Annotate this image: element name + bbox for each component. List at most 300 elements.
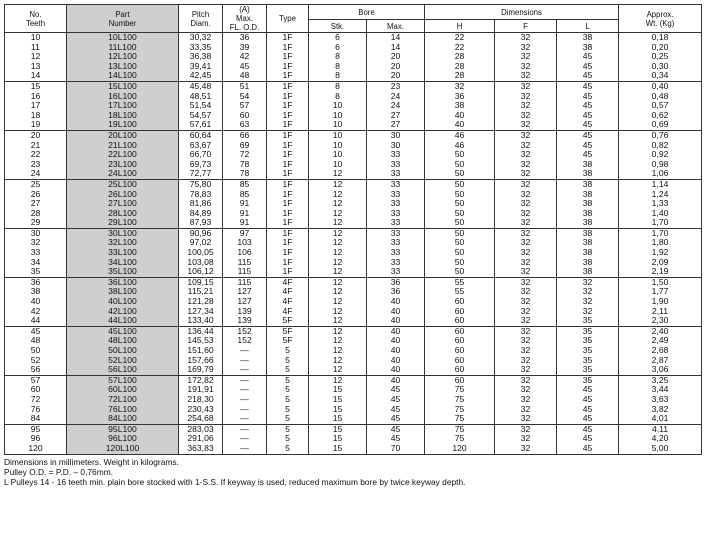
cell-dim-h: 50: [425, 258, 495, 268]
header-f: F: [495, 20, 557, 33]
cell-teeth: 22: [5, 150, 67, 160]
cell-weight: 3,44: [619, 385, 702, 395]
cell-weight: 1,70: [619, 228, 702, 238]
cell-teeth: 15: [5, 81, 67, 91]
cell-part-number: 48L100: [67, 336, 179, 346]
cell-weight: 3,63: [619, 395, 702, 405]
cell-dim-l: 45: [557, 130, 619, 140]
cell-dim-l: 32: [557, 277, 619, 287]
cell-flange-od: 115: [223, 267, 267, 277]
cell-pitch-diameter: 42,45: [179, 71, 223, 81]
cell-flange-od: —: [223, 365, 267, 375]
cell-dim-l: 35: [557, 346, 619, 356]
cell-teeth: 76: [5, 405, 67, 415]
cell-part-number: 72L100: [67, 395, 179, 405]
cell-dim-h: 55: [425, 287, 495, 297]
cell-dim-l: 38: [557, 43, 619, 53]
cell-bore-max: 40: [367, 336, 425, 346]
cell-bore-max: 40: [367, 297, 425, 307]
cell-pitch-diameter: 100,05: [179, 248, 223, 258]
cell-part-number: 24L100: [67, 169, 179, 179]
cell-flange-od: 127: [223, 287, 267, 297]
cell-dim-h: 75: [425, 405, 495, 415]
notes: [4, 457, 701, 488]
cell-pitch-diameter: 363,83: [179, 444, 223, 454]
cell-bore-stk: 12: [309, 267, 367, 277]
header-type: Type: [267, 5, 309, 33]
cell-dim-f: 32: [495, 346, 557, 356]
cell-bore-max: 27: [367, 111, 425, 121]
cell-teeth: 34: [5, 258, 67, 268]
cell-dim-f: 32: [495, 434, 557, 444]
cell-dim-l: 38: [557, 238, 619, 248]
header-flange-od: [223, 5, 267, 33]
cell-dim-l: 45: [557, 52, 619, 62]
cell-dim-h: 60: [425, 356, 495, 366]
cell-dim-l: 32: [557, 297, 619, 307]
cell-dim-h: 28: [425, 62, 495, 72]
cell-type: 5: [267, 395, 309, 405]
cell-pitch-diameter: 51,54: [179, 101, 223, 111]
cell-bore-stk: 12: [309, 307, 367, 317]
cell-part-number: 56L100: [67, 365, 179, 375]
cell-dim-h: 50: [425, 267, 495, 277]
cell-teeth: 16: [5, 92, 67, 102]
cell-bore-max: 33: [367, 169, 425, 179]
cell-teeth: 26: [5, 190, 67, 200]
cell-weight: 0,40: [619, 81, 702, 91]
cell-part-number: 23L100: [67, 160, 179, 170]
cell-bore-max: 14: [367, 33, 425, 43]
cell-type: 5F: [267, 336, 309, 346]
cell-bore-stk: 15: [309, 424, 367, 434]
cell-part-number: 10L100: [67, 33, 179, 43]
cell-dim-h: 36: [425, 92, 495, 102]
cell-teeth: 48: [5, 336, 67, 346]
cell-dim-h: 50: [425, 209, 495, 219]
cell-part-number: 30L100: [67, 228, 179, 238]
cell-bore-stk: 15: [309, 385, 367, 395]
table-row: [5, 120, 702, 130]
cell-part-number: 50L100: [67, 346, 179, 356]
cell-pitch-diameter: 121,28: [179, 297, 223, 307]
cell-pitch-diameter: 78,83: [179, 190, 223, 200]
cell-bore-max: 45: [367, 405, 425, 415]
cell-bore-max: 45: [367, 395, 425, 405]
cell-pitch-diameter: 283,03: [179, 424, 223, 434]
cell-dim-f: 32: [495, 414, 557, 424]
cell-bore-stk: 12: [309, 218, 367, 228]
cell-flange-od: 60: [223, 111, 267, 121]
cell-dim-f: 32: [495, 111, 557, 121]
cell-dim-f: 32: [495, 81, 557, 91]
cell-dim-l: 45: [557, 62, 619, 72]
cell-flange-od: 115: [223, 277, 267, 287]
cell-type: 1F: [267, 228, 309, 238]
cell-dim-h: 60: [425, 326, 495, 336]
cell-dim-f: 32: [495, 258, 557, 268]
table-row: [5, 179, 702, 189]
cell-dim-l: 35: [557, 336, 619, 346]
row-group: [5, 375, 702, 424]
cell-dim-f: 32: [495, 52, 557, 62]
cell-dim-f: 32: [495, 169, 557, 179]
table-row: [5, 71, 702, 81]
cell-teeth: 27: [5, 199, 67, 209]
cell-bore-stk: 12: [309, 258, 367, 268]
cell-flange-od: 91: [223, 199, 267, 209]
cell-teeth: 25: [5, 179, 67, 189]
pulley-spec-sheet: [4, 4, 701, 487]
header-part-number: [67, 5, 179, 33]
cell-pitch-diameter: 33,35: [179, 43, 223, 53]
cell-type: 1F: [267, 169, 309, 179]
cell-pitch-diameter: 97,02: [179, 238, 223, 248]
cell-pitch-diameter: 48,51: [179, 92, 223, 102]
cell-part-number: 18L100: [67, 111, 179, 121]
cell-dim-h: 32: [425, 81, 495, 91]
cell-weight: 1,92: [619, 248, 702, 258]
cell-flange-od: —: [223, 414, 267, 424]
cell-bore-stk: 12: [309, 375, 367, 385]
cell-dim-f: 32: [495, 179, 557, 189]
cell-flange-od: 63: [223, 120, 267, 130]
table-row: [5, 356, 702, 366]
header-weight-line2: Wt. (Kg): [645, 18, 675, 28]
cell-bore-max: 40: [367, 307, 425, 317]
header-part-line2: Number: [108, 18, 137, 28]
cell-type: 5F: [267, 316, 309, 326]
row-group: [5, 130, 702, 179]
cell-type: 5: [267, 424, 309, 434]
cell-bore-stk: 15: [309, 405, 367, 415]
cell-bore-max: 24: [367, 92, 425, 102]
cell-dim-f: 32: [495, 365, 557, 375]
table-row: [5, 395, 702, 405]
cell-part-number: 29L100: [67, 218, 179, 228]
table-row: [5, 385, 702, 395]
cell-part-number: 20L100: [67, 130, 179, 140]
cell-dim-f: 32: [495, 43, 557, 53]
cell-type: 4F: [267, 307, 309, 317]
table-header: [5, 5, 702, 33]
cell-teeth: 72: [5, 395, 67, 405]
cell-dim-f: 32: [495, 141, 557, 151]
cell-dim-f: 32: [495, 375, 557, 385]
cell-part-number: 45L100: [67, 326, 179, 336]
cell-bore-stk: 12: [309, 179, 367, 189]
cell-type: 5: [267, 414, 309, 424]
cell-part-number: 28L100: [67, 209, 179, 219]
cell-pitch-diameter: 157,66: [179, 356, 223, 366]
cell-weight: 2,09: [619, 258, 702, 268]
cell-flange-od: 57: [223, 101, 267, 111]
cell-bore-stk: 8: [309, 52, 367, 62]
cell-type: 1F: [267, 101, 309, 111]
cell-type: 1F: [267, 81, 309, 91]
cell-bore-max: 40: [367, 365, 425, 375]
note-bore: L Pulleys 14 - 16 teeth min. plain bore stocked with 1-S.S. If keyway is used, reduced maximum bore by twice keyway depth.: [4, 476, 466, 487]
cell-flange-od: 152: [223, 336, 267, 346]
cell-part-number: 42L100: [67, 307, 179, 317]
cell-pitch-diameter: 145,53: [179, 336, 223, 346]
header-pitch: [179, 5, 223, 33]
cell-flange-od: 97: [223, 228, 267, 238]
cell-bore-max: 36: [367, 287, 425, 297]
cell-teeth: 12: [5, 52, 67, 62]
cell-pitch-diameter: 75,80: [179, 179, 223, 189]
table-row: [5, 375, 702, 385]
cell-teeth: 44: [5, 316, 67, 326]
cell-dim-h: 60: [425, 307, 495, 317]
cell-pitch-diameter: 127,34: [179, 307, 223, 317]
cell-bore-max: 45: [367, 424, 425, 434]
header-dimensions: Dimensions: [425, 5, 619, 20]
cell-type: 5: [267, 365, 309, 375]
cell-dim-l: 45: [557, 71, 619, 81]
cell-part-number: 35L100: [67, 267, 179, 277]
cell-teeth: 38: [5, 287, 67, 297]
cell-flange-od: —: [223, 444, 267, 454]
cell-bore-max: 33: [367, 228, 425, 238]
cell-teeth: 24: [5, 169, 67, 179]
cell-bore-max: 20: [367, 71, 425, 81]
cell-pitch-diameter: 69,73: [179, 160, 223, 170]
cell-bore-stk: 12: [309, 248, 367, 258]
cell-dim-f: 32: [495, 218, 557, 228]
cell-type: 1F: [267, 209, 309, 219]
cell-bore-max: 30: [367, 130, 425, 140]
table-row: [5, 444, 702, 454]
cell-dim-l: 38: [557, 248, 619, 258]
cell-dim-f: 32: [495, 92, 557, 102]
cell-type: 4F: [267, 297, 309, 307]
cell-weight: 0,18: [619, 33, 702, 43]
cell-flange-od: 42: [223, 52, 267, 62]
cell-dim-l: 45: [557, 150, 619, 160]
cell-flange-od: 36: [223, 33, 267, 43]
cell-dim-l: 38: [557, 160, 619, 170]
cell-dim-l: 32: [557, 307, 619, 317]
cell-weight: 0,82: [619, 141, 702, 151]
cell-dim-h: 50: [425, 228, 495, 238]
cell-dim-h: 75: [425, 414, 495, 424]
table-row: [5, 414, 702, 424]
note-od: Pulley O.D. = P.D. – 0,76mm.: [4, 466, 113, 477]
cell-pitch-diameter: 115,21: [179, 287, 223, 297]
cell-dim-l: 45: [557, 424, 619, 434]
cell-pitch-diameter: 172,82: [179, 375, 223, 385]
cell-weight: 3,25: [619, 375, 702, 385]
cell-dim-h: 22: [425, 33, 495, 43]
cell-dim-f: 32: [495, 238, 557, 248]
cell-type: 5: [267, 405, 309, 415]
cell-flange-od: —: [223, 434, 267, 444]
cell-flange-od: 66: [223, 130, 267, 140]
cell-part-number: 120L100: [67, 444, 179, 454]
cell-dim-l: 45: [557, 414, 619, 424]
cell-dim-h: 60: [425, 346, 495, 356]
cell-weight: 4,01: [619, 414, 702, 424]
pulley-table: [4, 4, 702, 455]
cell-dim-h: 50: [425, 150, 495, 160]
table-row: [5, 287, 702, 297]
cell-part-number: 60L100: [67, 385, 179, 395]
cell-teeth: 40: [5, 297, 67, 307]
cell-type: 5: [267, 375, 309, 385]
cell-type: 5: [267, 385, 309, 395]
cell-flange-od: 85: [223, 179, 267, 189]
cell-dim-h: 50: [425, 218, 495, 228]
cell-flange-od: —: [223, 346, 267, 356]
cell-dim-f: 32: [495, 444, 557, 454]
cell-flange-od: 48: [223, 71, 267, 81]
cell-pitch-diameter: 218,30: [179, 395, 223, 405]
cell-pitch-diameter: 66,70: [179, 150, 223, 160]
cell-dim-h: 75: [425, 424, 495, 434]
cell-teeth: 18: [5, 111, 67, 121]
cell-type: 5: [267, 356, 309, 366]
cell-flange-od: 91: [223, 218, 267, 228]
cell-bore-max: 27: [367, 120, 425, 130]
cell-bore-max: 33: [367, 218, 425, 228]
table-row: [5, 238, 702, 248]
cell-bore-max: 23: [367, 81, 425, 91]
cell-weight: 1,77: [619, 287, 702, 297]
cell-weight: 0,25: [619, 52, 702, 62]
cell-dim-f: 32: [495, 160, 557, 170]
cell-bore-stk: 10: [309, 111, 367, 121]
cell-bore-max: 33: [367, 199, 425, 209]
cell-flange-od: —: [223, 356, 267, 366]
cell-type: 1F: [267, 199, 309, 209]
cell-pitch-diameter: 230,43: [179, 405, 223, 415]
cell-weight: 4,20: [619, 434, 702, 444]
cell-dim-h: 50: [425, 169, 495, 179]
cell-type: 1F: [267, 141, 309, 151]
cell-teeth: 23: [5, 160, 67, 170]
header-flod-line3: FL. O.D.: [229, 23, 260, 32]
cell-part-number: 27L100: [67, 199, 179, 209]
cell-weight: 0,30: [619, 62, 702, 72]
cell-bore-stk: 8: [309, 71, 367, 81]
cell-teeth: 45: [5, 326, 67, 336]
cell-pitch-diameter: 63,67: [179, 141, 223, 151]
cell-dim-f: 32: [495, 228, 557, 238]
cell-dim-l: 45: [557, 92, 619, 102]
cell-teeth: 17: [5, 101, 67, 111]
cell-dim-l: 38: [557, 190, 619, 200]
cell-flange-od: 72: [223, 150, 267, 160]
cell-dim-f: 32: [495, 385, 557, 395]
cell-weight: 2,40: [619, 326, 702, 336]
cell-dim-l: 38: [557, 267, 619, 277]
row-group: [5, 228, 702, 277]
cell-dim-l: 38: [557, 179, 619, 189]
cell-dim-h: 60: [425, 336, 495, 346]
cell-dim-f: 32: [495, 248, 557, 258]
table-row: [5, 190, 702, 200]
cell-bore-stk: 12: [309, 326, 367, 336]
cell-pitch-diameter: 109,15: [179, 277, 223, 287]
cell-dim-f: 32: [495, 326, 557, 336]
cell-dim-h: 120: [425, 444, 495, 454]
table-row: [5, 62, 702, 72]
cell-bore-max: 45: [367, 414, 425, 424]
table-row: [5, 424, 702, 434]
cell-dim-l: 45: [557, 395, 619, 405]
cell-type: 1F: [267, 33, 309, 43]
cell-teeth: 120: [5, 444, 67, 454]
cell-dim-h: 50: [425, 160, 495, 170]
cell-part-number: 15L100: [67, 81, 179, 91]
cell-dim-h: 38: [425, 101, 495, 111]
cell-teeth: 28: [5, 209, 67, 219]
cell-bore-max: 24: [367, 101, 425, 111]
cell-type: 1F: [267, 190, 309, 200]
cell-dim-l: 38: [557, 228, 619, 238]
table-row: [5, 267, 702, 277]
table-row: [5, 248, 702, 258]
table-row: [5, 346, 702, 356]
cell-weight: 2,87: [619, 356, 702, 366]
cell-dim-h: 28: [425, 71, 495, 81]
cell-dim-f: 32: [495, 395, 557, 405]
header-stk: Stk.: [309, 20, 367, 33]
cell-part-number: 38L100: [67, 287, 179, 297]
cell-part-number: 96L100: [67, 434, 179, 444]
cell-bore-stk: 12: [309, 365, 367, 375]
cell-bore-max: 40: [367, 346, 425, 356]
cell-pitch-diameter: 291,06: [179, 434, 223, 444]
cell-weight: 0,57: [619, 101, 702, 111]
cell-dim-l: 38: [557, 199, 619, 209]
cell-dim-f: 32: [495, 199, 557, 209]
cell-dim-f: 32: [495, 405, 557, 415]
cell-dim-f: 32: [495, 297, 557, 307]
cell-part-number: 57L100: [67, 375, 179, 385]
cell-teeth: 10: [5, 33, 67, 43]
cell-bore-stk: 12: [309, 346, 367, 356]
cell-flange-od: 139: [223, 316, 267, 326]
cell-type: 1F: [267, 238, 309, 248]
cell-bore-stk: 12: [309, 277, 367, 287]
cell-weight: 1,14: [619, 179, 702, 189]
cell-bore-max: 33: [367, 248, 425, 258]
cell-pitch-diameter: 54,57: [179, 111, 223, 121]
cell-dim-f: 32: [495, 33, 557, 43]
row-group: [5, 326, 702, 375]
cell-teeth: 29: [5, 218, 67, 228]
cell-bore-stk: 10: [309, 160, 367, 170]
cell-dim-l: 45: [557, 444, 619, 454]
cell-part-number: 44L100: [67, 316, 179, 326]
table-row: [5, 101, 702, 111]
cell-weight: 1,40: [619, 209, 702, 219]
cell-flange-od: —: [223, 424, 267, 434]
table-row: [5, 43, 702, 53]
cell-weight: 4,11: [619, 424, 702, 434]
cell-dim-f: 32: [495, 101, 557, 111]
table-row: [5, 33, 702, 43]
cell-teeth: 14: [5, 71, 67, 81]
cell-flange-od: —: [223, 375, 267, 385]
header-pitch-line2: Diam.: [190, 18, 211, 28]
cell-flange-od: 39: [223, 43, 267, 53]
cell-dim-f: 32: [495, 190, 557, 200]
cell-bore-max: 33: [367, 190, 425, 200]
cell-pitch-diameter: 133,40: [179, 316, 223, 326]
